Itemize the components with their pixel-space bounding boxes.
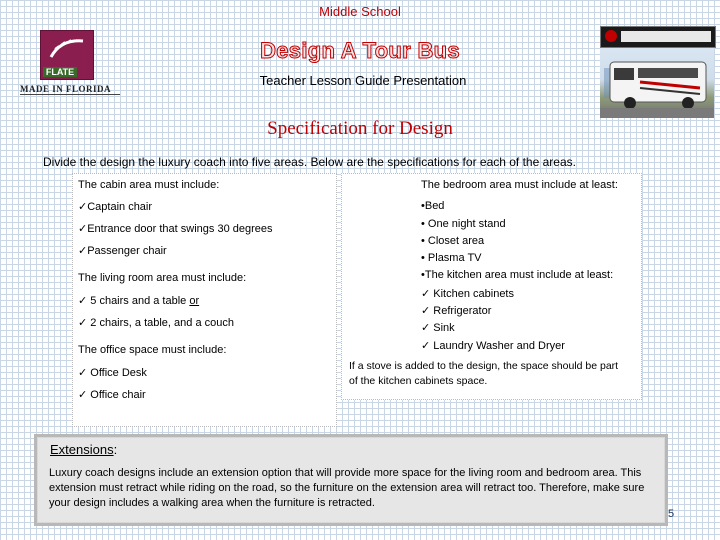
intro-text: Divide the design the luxury coach into five areas. Below are the specifications for each of the areas. bbox=[43, 155, 576, 169]
page-subtitle: Teacher Lesson Guide Presentation bbox=[259, 73, 467, 88]
living-item-or: or bbox=[189, 295, 200, 307]
office-item: ✓ Office Desk bbox=[78, 367, 147, 379]
living-heading: The living room area must include: bbox=[78, 272, 247, 284]
stove-note: of the kitchen cabinets space. bbox=[349, 375, 488, 387]
extensions-heading-text: Extensions bbox=[50, 442, 114, 457]
top-label: Middle School bbox=[319, 4, 401, 19]
office-item: ✓ Office chair bbox=[78, 389, 146, 401]
cabin-item: ✓Captain chair bbox=[78, 201, 153, 213]
cabin-heading: The cabin area must include: bbox=[78, 179, 220, 191]
kitchen-heading: •The kitchen area must include at least: bbox=[421, 269, 614, 281]
bedroom-item: • Closet area bbox=[421, 235, 485, 247]
extensions-heading bbox=[50, 442, 117, 457]
featherlite-emblem-icon bbox=[605, 30, 617, 42]
spec-heading: Specification for Design bbox=[267, 118, 453, 139]
page-number: 5 bbox=[668, 508, 675, 520]
living-item: ✓ 2 chairs, a table, and a couch bbox=[78, 317, 234, 329]
cabin-item: ✓Passenger chair bbox=[78, 245, 167, 257]
tour-bus-photo bbox=[600, 48, 714, 118]
cabin-item: ✓Entrance door that swings 30 degrees bbox=[78, 223, 273, 235]
bedroom-item: •Bed bbox=[421, 200, 445, 212]
made-in-florida: MADE IN FLORIDA bbox=[20, 84, 120, 95]
bedroom-item: • Plasma TV bbox=[421, 252, 482, 264]
tour-bus-icon bbox=[600, 48, 714, 118]
office-heading: The office space must include: bbox=[78, 344, 227, 356]
kitchen-item: ✓ Refrigerator bbox=[421, 305, 492, 317]
featherlite-logo bbox=[600, 26, 716, 48]
extensions-body: Luxury coach designs include an extension option that will provide more space for the living room and bedroom area. This extension must retract while riding on the road, so the furniture on the extension area will retract too. Therefore, make sure your design includes a walking area when the furniture is retracted. bbox=[49, 467, 645, 509]
kitchen-item: ✓ Sink bbox=[421, 322, 455, 334]
living-item bbox=[78, 294, 199, 307]
living-item-text: ✓ 5 chairs and a table bbox=[78, 295, 190, 307]
kitchen-item: ✓ Kitchen cabinets bbox=[421, 288, 514, 300]
kitchen-item: ✓ Laundry Washer and Dryer bbox=[421, 340, 565, 352]
flate-logo-text: FLATE bbox=[43, 67, 77, 77]
page-title: Design A Tour Bus bbox=[260, 38, 460, 63]
extensions-heading-colon: : bbox=[113, 442, 118, 457]
bedroom-item: • One night stand bbox=[421, 218, 506, 230]
stove-note: If a stove is added to the design, the space should be part bbox=[349, 360, 619, 372]
featherlite-wordmark bbox=[621, 31, 711, 42]
bedroom-heading: The bedroom area must include at least: bbox=[421, 179, 618, 191]
